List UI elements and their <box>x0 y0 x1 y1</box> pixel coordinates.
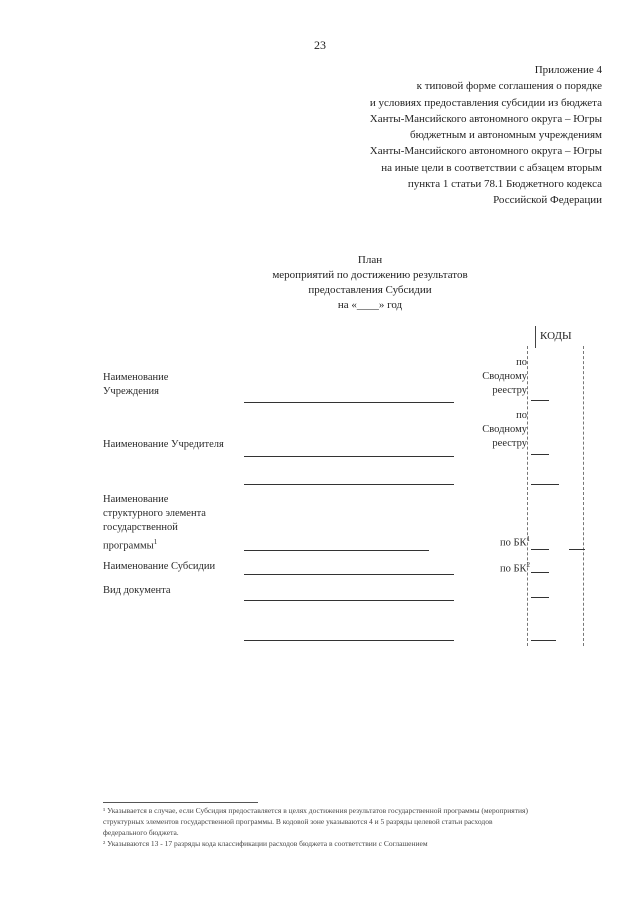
footnote-ref: 1 <box>153 538 158 546</box>
registry-code-field-founder[interactable] <box>531 454 549 455</box>
page-number: 23 <box>314 38 326 52</box>
founder-field-extra[interactable] <box>244 484 454 485</box>
codes-right-border <box>583 346 584 646</box>
bk-code-field-1b[interactable] <box>569 549 585 550</box>
label-line: Учреждения <box>103 386 159 397</box>
footnote-1-line: ¹ Указывается в случае, если Субсидия предоставляется в целях достижения результатов государственной программы (мероприятия) <box>103 806 528 815</box>
subsidy-label: Наименование Субсидии <box>103 561 216 572</box>
appendix-line: Приложение 4 <box>534 64 602 76</box>
appendix-line: Ханты-Мансийского автономного округа – Югры <box>369 145 602 158</box>
footnotes <box>103 805 613 849</box>
label-line: Наименование <box>103 494 169 505</box>
registry-code-field[interactable] <box>531 400 549 401</box>
title-line: предоставления Субсидии <box>308 284 432 296</box>
label-line: программы <box>103 540 154 552</box>
bk-code-label-1 <box>470 532 530 551</box>
document-type-field-extra[interactable] <box>244 640 454 641</box>
label-line: реестру <box>492 438 527 449</box>
bk-code-field-2[interactable] <box>531 572 549 573</box>
code-field-bottom[interactable] <box>531 640 556 641</box>
appendix-line: бюджетным и автономным учреждениям <box>409 129 602 142</box>
label-line: Сводному <box>482 424 527 435</box>
bk-code-label-2 <box>470 558 530 577</box>
title-year-line: на «____» год <box>337 299 403 311</box>
footnote-1-line: федерального бюджета. <box>103 828 179 837</box>
label-line: государственной <box>103 522 178 533</box>
appendix-header <box>370 62 602 209</box>
founder-field[interactable] <box>244 456 454 457</box>
codes-header: КОДЫ <box>540 330 572 342</box>
label-line: по <box>516 357 527 368</box>
footnote-ref: 1 <box>526 535 530 543</box>
codes-left-border <box>527 346 528 646</box>
appendix-line: Ханты-Мансийского автономного округа – Югры <box>369 112 602 125</box>
struct-element-label <box>103 493 206 554</box>
label-line: по <box>516 410 527 421</box>
code-field-extra[interactable] <box>531 484 559 485</box>
document-type-label: Вид документа <box>103 585 171 596</box>
institution-label <box>103 371 168 399</box>
appendix-line: к типовой форме соглашения о порядке <box>416 80 602 93</box>
appendix-line: Российской Федерации <box>493 194 602 207</box>
struct-element-field[interactable] <box>244 550 429 551</box>
registry-code-label <box>455 356 527 398</box>
label-text: по БК <box>499 563 527 575</box>
title-line: мероприятий по достижению результатов <box>272 269 468 281</box>
document-type-field[interactable] <box>244 600 454 601</box>
appendix-line: на иные цели в соответствии с абзацем вторым <box>381 161 602 174</box>
footnote-1-line: структурных элементов государственной программы. В кодовой зоне указываются 4 и 5 разряды целевой статьи расходов <box>103 817 493 826</box>
footnote-ref: 2 <box>526 561 530 569</box>
registry-code-label-founder <box>455 409 527 451</box>
title-line: План <box>357 254 383 266</box>
institution-field[interactable] <box>244 402 454 403</box>
appendix-line: пункта 1 статьи 78.1 Бюджетного кодекса <box>407 178 602 191</box>
label-line: Наименование <box>103 372 169 383</box>
bk-code-field-1[interactable] <box>531 549 549 550</box>
label-line: структурного элемента <box>103 508 206 519</box>
appendix-line: и условиях предоставления субсидии из бюджета <box>369 96 602 109</box>
codes-header-box <box>535 326 586 348</box>
label-line: реестру <box>492 385 527 396</box>
footnote-separator <box>103 802 258 803</box>
subsidy-field[interactable] <box>244 574 454 575</box>
document-type-code-field[interactable] <box>531 597 549 598</box>
label-text: по БК <box>499 537 527 549</box>
footnote-2: ² Указываются 13 - 17 разряды кода классификации расходов бюджета в соответствии с Соглашением <box>103 839 428 848</box>
founder-label: Наименование Учредителя <box>103 439 224 450</box>
label-line: Сводному <box>482 371 527 382</box>
document-title <box>0 253 640 313</box>
